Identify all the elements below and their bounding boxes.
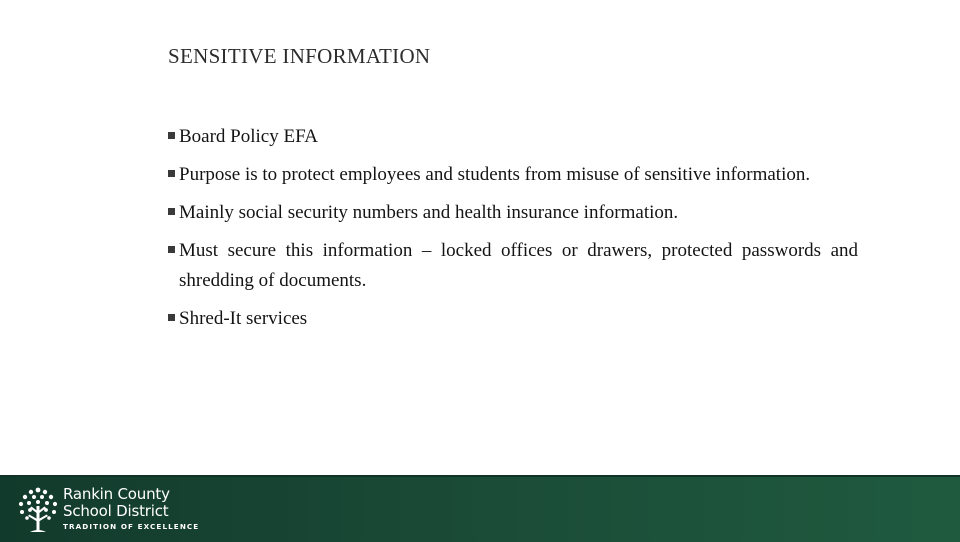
footer-bar (0, 475, 960, 542)
bullet-text: Shred-It services (179, 308, 308, 329)
bullet-item (168, 236, 858, 296)
bullet-square-icon (168, 246, 175, 253)
bullet-item (168, 122, 858, 152)
district-name-line1: Rankin County (63, 485, 170, 503)
district-name-line2: School District (63, 502, 169, 520)
bullet-square-icon (168, 132, 175, 139)
bullet-item (168, 198, 858, 228)
bullet-square-icon (168, 208, 175, 215)
bullet-text: Must secure this information – locked offices or drawers, protected passwords and shredding of documents. (179, 240, 858, 291)
bullet-text: Board Policy EFA (179, 126, 318, 147)
district-tagline: TRADITION OF EXCELLENCE (63, 522, 200, 531)
bullet-square-icon (168, 314, 175, 321)
bullet-square-icon (168, 170, 175, 177)
bullet-text: Purpose is to protect employees and students from misuse of sensitive information. (179, 164, 811, 185)
bullet-item (168, 160, 858, 190)
bullet-item (168, 304, 858, 334)
slide-title: SENSITIVE INFORMATION (168, 44, 431, 68)
bullet-text: Mainly social security numbers and health insurance information. (179, 202, 679, 223)
tree-icon (16, 486, 60, 534)
bullet-list (168, 122, 858, 342)
district-logo-text (63, 486, 199, 531)
